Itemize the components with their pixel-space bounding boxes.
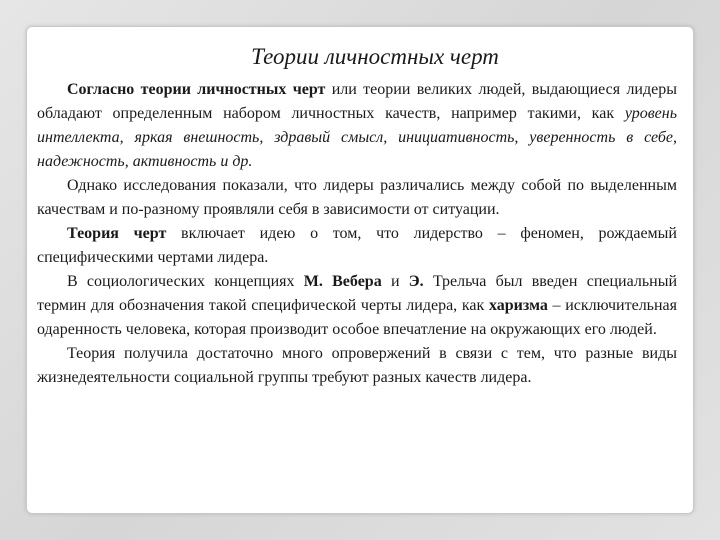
- slide-body: [37, 78, 677, 390]
- term-theory-of-traits: Теория черт: [67, 225, 167, 242]
- paragraph-4-and: и: [381, 273, 409, 290]
- paragraph-4-lead: В социологических концепциях: [67, 273, 304, 290]
- paragraph-1: [37, 78, 677, 174]
- paragraph-3-text: включает идею о том, что лидерство – феномен, рождаемый специфическими чертами лидера.: [37, 225, 677, 266]
- slide-title: Теории личностных черт: [251, 44, 499, 69]
- paragraph-5: Теория получила достаточно много опровержений в связи с тем, что разные виды жизнедеятельности социальной группы требуют разных качеств лидера.: [37, 345, 677, 386]
- name-weber: М. Вебера: [303, 273, 382, 290]
- paragraph-3: [37, 222, 677, 270]
- qualities-list: уровень интеллекта, яркая внешность, здравый смысл, инициативность, уверенность в себе, надежность, активность и др.: [37, 105, 677, 170]
- paragraph-4-end: – исключительная одаренность человека, которая производит особое впечатление на окружающих его людей.: [37, 297, 677, 338]
- paragraph-4: [37, 270, 677, 342]
- paragraph-4-middle: Трельча был введен специальный термин для обозначения такой специфической черты лидера, как: [37, 273, 678, 314]
- name-troeltsch-initial: Э.: [408, 273, 424, 290]
- paragraph-2: Однако исследования показали, что лидеры различались между собой по выделенным качествам и по-разному проявляли себя в зависимости от ситуации.: [37, 177, 677, 218]
- slide-card: [26, 26, 694, 514]
- term-trait-theory: Согласно теории личностных черт: [67, 81, 326, 98]
- term-charisma: харизма: [488, 297, 548, 314]
- paragraph-1-text: или теории великих людей, выдающиеся лидеры обладают определенным набором личностных качеств, например такими, как: [37, 81, 677, 122]
